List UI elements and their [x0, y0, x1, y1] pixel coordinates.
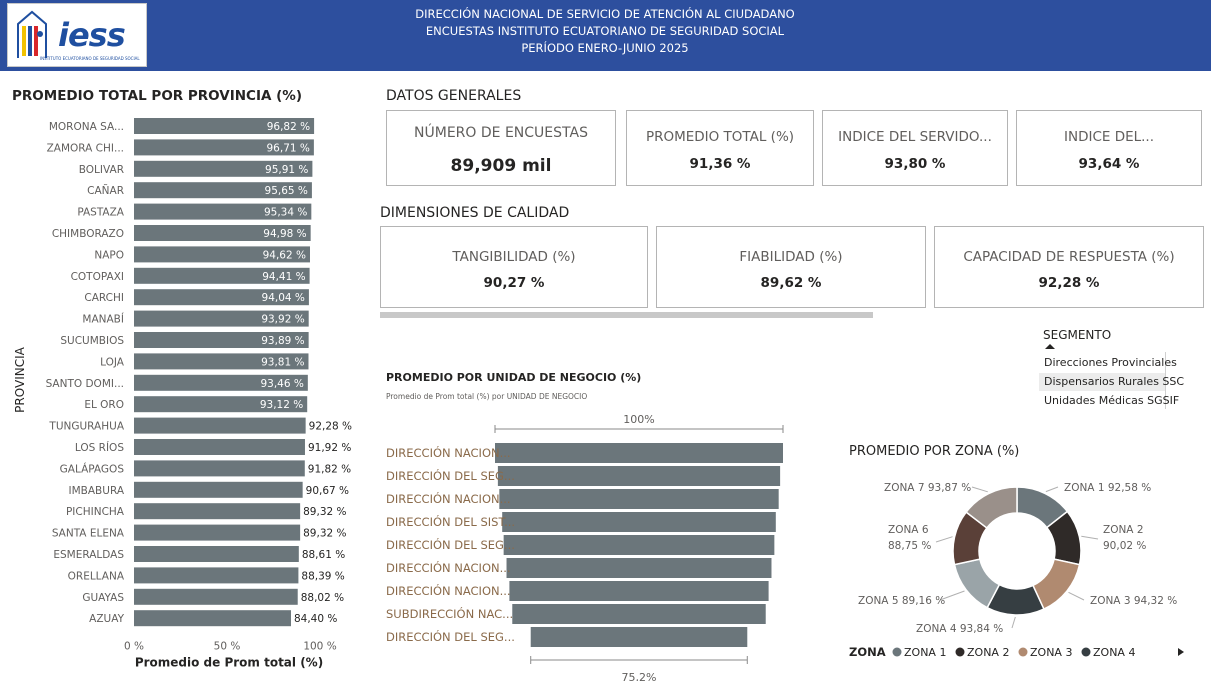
province-chart-title: PROMEDIO TOTAL POR PROVINCIA (%) — [12, 88, 303, 104]
donut-data-label: 88,75 % — [888, 540, 932, 552]
donut-data-label: ZONA 2 — [1103, 524, 1144, 536]
province-category-label: SANTA ELENA — [51, 527, 124, 540]
province-category-label: CHIMBORAZO — [51, 228, 124, 240]
donut-leader-line — [1081, 536, 1098, 539]
province-data-label: 89,32 % — [303, 527, 347, 540]
donut-leader-line — [936, 537, 953, 542]
dimensiones-title: DIMENSIONES DE CALIDAD — [380, 205, 570, 221]
funnel-category-label: DIRECCIÓN DEL SEG... — [386, 630, 515, 644]
funnel-category-label: DIRECCIÓN NACION... — [386, 584, 511, 598]
donut-data-label: ZONA 4 93,84 % — [916, 623, 1004, 635]
province-data-label: 94,62 % — [262, 249, 306, 262]
kpi-label: PROMEDIO TOTAL (%) — [645, 129, 795, 145]
province-bar — [134, 546, 299, 562]
donut-data-label: 90,02 % — [1103, 540, 1147, 552]
building-emblem-icon — [12, 8, 52, 62]
y-axis-title: PROVINCIA — [13, 347, 27, 413]
legend-item-label: ZONA 3 — [1030, 646, 1073, 659]
province-category-label: SANTO DOMI... — [45, 377, 124, 390]
province-category-label: MANABÍ — [82, 313, 124, 326]
legend-item-label: ZONA 2 — [967, 646, 1010, 659]
province-bar-chart — [0, 116, 370, 681]
funnel-bar — [531, 627, 748, 647]
province-category-label: BOLIVAR — [78, 163, 124, 176]
province-category-label: ZAMORA CHI... — [46, 142, 124, 155]
header-line-3: PERÍODO ENERO-JUNIO 2025 — [521, 41, 689, 55]
kpi-label: INDICE DEL SERVIDO... — [838, 129, 992, 145]
funnel-top-label: 100% — [623, 413, 655, 426]
province-data-label: 93,89 % — [261, 335, 305, 347]
donut-data-label: ZONA 3 94,32 % — [1090, 595, 1178, 607]
province-data-label: 96,71 % — [266, 142, 310, 155]
kpi-card-capacidad-respuesta — [934, 226, 1204, 308]
province-data-label: 95,91 % — [265, 163, 309, 176]
header-line-2: ENCUESTAS INSTITUTO ECUATORIANO DE SEGURIDAD SOCIAL — [425, 24, 785, 38]
province-bar — [134, 610, 291, 626]
kpi-value: 91,36 % — [689, 156, 751, 172]
province-category-label: AZUAY — [89, 613, 124, 626]
province-bar — [134, 525, 300, 541]
legend-title: ZONA — [849, 645, 886, 659]
province-data-label: 91,92 % — [307, 442, 352, 454]
donut-leader-line — [1068, 592, 1084, 600]
province-category-label: CAÑAR — [87, 185, 124, 198]
province-data-label: 90,67 % — [305, 484, 350, 497]
province-data-label: 95,65 % — [264, 185, 308, 198]
province-category-label: ESMERALDAS — [53, 549, 124, 561]
logo-subtext: INSTITUTO ECUATORIANO DE SEGURIDAD SOCIAL — [40, 56, 140, 61]
funnel-bar — [502, 512, 776, 532]
kpi-value: 90,27 % — [483, 275, 545, 291]
kpi-value: 89,909 mil — [450, 156, 552, 176]
province-category-label: NAPO — [94, 249, 124, 262]
province-category-label: COTOPAXI — [70, 270, 124, 283]
province-bar — [134, 503, 300, 519]
province-data-label: 94,04 % — [261, 292, 305, 305]
province-data-label: 91,82 % — [307, 463, 352, 476]
province-bar — [134, 567, 298, 583]
funnel-title: PROMEDIO POR UNIDAD DE NEGOCIO (%) — [386, 371, 642, 384]
logo-text: iess — [58, 16, 125, 54]
province-data-label: 88,02 % — [300, 591, 345, 604]
province-category-label: GALÁPAGOS — [59, 463, 124, 476]
zona-chart-title: PROMEDIO POR ZONA (%) — [849, 444, 1020, 459]
funnel-bar — [507, 558, 772, 578]
province-data-label: 89,32 % — [303, 506, 347, 519]
funnel-category-label: DIRECCIÓN DEL SIST... — [386, 515, 516, 529]
sort-arrow-icon[interactable] — [1045, 343, 1055, 350]
kpi-value: 93,80 % — [884, 156, 946, 172]
funnel-bottom-label: 75,2% — [621, 671, 657, 681]
province-data-label: 88,61 % — [301, 549, 346, 561]
legend-next-arrow-icon[interactable] — [1178, 648, 1184, 656]
kpi-card-encuestas — [386, 110, 616, 186]
kpi-value: 92,28 % — [1038, 275, 1100, 291]
province-bar — [134, 589, 298, 605]
province-bar — [134, 439, 305, 455]
funnel-bar — [504, 535, 775, 555]
province-category-label: LOS RÍOS — [74, 442, 124, 454]
x-tick-label: 50 % — [213, 640, 241, 653]
province-data-label: 94,41 % — [262, 270, 306, 283]
province-data-label: 88,39 % — [301, 570, 345, 583]
province-bar — [134, 418, 306, 434]
funnel-category-label: DIRECCIÓN DEL SEG... — [386, 469, 515, 483]
funnel-subtitle: Promedio de Prom total (%) por UNIDAD DE NEGOCIO — [386, 392, 588, 401]
funnel-bar — [499, 489, 778, 509]
province-data-label: 84,40 % — [293, 613, 338, 626]
slicer-item-direcciones[interactable]: Direcciones Provinciales — [1044, 356, 1177, 369]
province-category-label: IMBABURA — [68, 484, 124, 497]
kpi-card-fiabilidad — [656, 226, 926, 308]
kpi-card-tangibilidad — [380, 226, 648, 308]
kpi-card-indice — [1016, 110, 1202, 186]
province-category-label: TUNGURAHUA — [49, 420, 124, 433]
funnel-category-label: DIRECCIÓN NACION... — [386, 446, 511, 460]
kpi-label: FIABILIDAD (%) — [739, 249, 843, 265]
header-line-1: DIRECCIÓN NACIONAL DE SERVICIO DE ATENCIÓN AL CIUDADANO — [415, 7, 795, 21]
funnel-category-label: DIRECCIÓN NACION... — [386, 492, 511, 506]
province-data-label: 94,98 % — [263, 228, 307, 240]
x-axis-title: Promedio de Prom total (%) — [134, 655, 324, 670]
province-data-label: 96,82 % — [266, 121, 311, 133]
funnel-bar — [512, 604, 765, 624]
donut-leader-line — [1046, 487, 1058, 492]
kpi-label: INDICE DEL... — [1063, 129, 1155, 145]
horizontal-scrollbar[interactable] — [380, 312, 873, 318]
legend-marker — [1019, 648, 1028, 657]
donut-leader-line — [972, 487, 988, 492]
legend-marker — [956, 648, 965, 657]
legend-item-label: ZONA 1 — [904, 646, 947, 659]
funnel-category-label: SUBDIRECCIÓN NAC... — [386, 607, 514, 621]
province-category-label: LOJA — [100, 356, 124, 369]
province-category-label: ORELLANA — [67, 570, 124, 583]
legend-marker — [1082, 648, 1091, 657]
province-bar — [134, 482, 303, 498]
kpi-value: 89,62 % — [760, 275, 822, 291]
province-category-label: EL ORO — [84, 399, 124, 412]
province-category-label: PICHINCHA — [65, 506, 124, 519]
province-data-label: 95,34 % — [263, 206, 308, 219]
legend-item-label: ZONA 4 — [1093, 646, 1136, 659]
legend-marker — [893, 648, 902, 657]
kpi-card-promedio-total — [626, 110, 814, 186]
slicer-item-dispensarios[interactable]: Dispensarios Rurales SSC — [1044, 375, 1185, 388]
kpi-label: NÚMERO DE ENCUESTAS — [414, 125, 588, 141]
kpi-value: 93,64 % — [1078, 156, 1140, 172]
province-category-label: MORONA SA... — [48, 121, 124, 133]
slicer-item-unidades[interactable]: Unidades Médicas SGSIF — [1044, 394, 1180, 407]
donut-leader-line — [1012, 617, 1015, 628]
segmento-slicer-title: SEGMENTO — [1043, 328, 1112, 342]
zona-donut-chart — [840, 462, 1211, 681]
funnel-bar — [498, 466, 780, 486]
donut-data-label: ZONA 1 92,58 % — [1064, 482, 1152, 494]
province-category-label: PASTAZA — [77, 206, 124, 219]
province-data-label: 92,28 % — [308, 420, 353, 433]
x-tick-label: 0 % — [124, 640, 144, 653]
province-data-label: 93,12 % — [259, 399, 304, 412]
donut-data-label: ZONA 6 — [888, 524, 929, 536]
funnel-category-label: DIRECCIÓN NACION... — [386, 561, 511, 575]
province-data-label: 93,92 % — [261, 313, 305, 326]
province-category-label: SUCUMBIOS — [60, 335, 124, 347]
funnel-category-label: DIRECCIÓN DEL SEG... — [386, 538, 515, 552]
funnel-bar — [495, 443, 783, 463]
donut-data-label: ZONA 5 89,16 % — [858, 595, 946, 607]
province-category-label: CARCHI — [84, 292, 124, 305]
report-header — [0, 0, 1211, 71]
unidad-negocio-funnel-chart — [380, 405, 800, 681]
iess-logo — [7, 3, 147, 67]
funnel-bar — [509, 581, 768, 601]
donut-data-label: ZONA 7 93,87 % — [884, 482, 972, 494]
province-data-label: 93,46 % — [260, 377, 304, 390]
province-bar — [134, 460, 305, 476]
x-tick-label: 100 % — [303, 640, 337, 653]
kpi-label: TANGIBILIDAD (%) — [452, 249, 576, 265]
datos-generales-title: DATOS GENERALES — [386, 88, 522, 104]
kpi-label: CAPACIDAD DE RESPUESTA (%) — [963, 249, 1175, 265]
province-data-label: 93,81 % — [261, 356, 305, 369]
kpi-card-indice-servidor — [822, 110, 1008, 186]
province-category-label: GUAYAS — [82, 591, 124, 604]
